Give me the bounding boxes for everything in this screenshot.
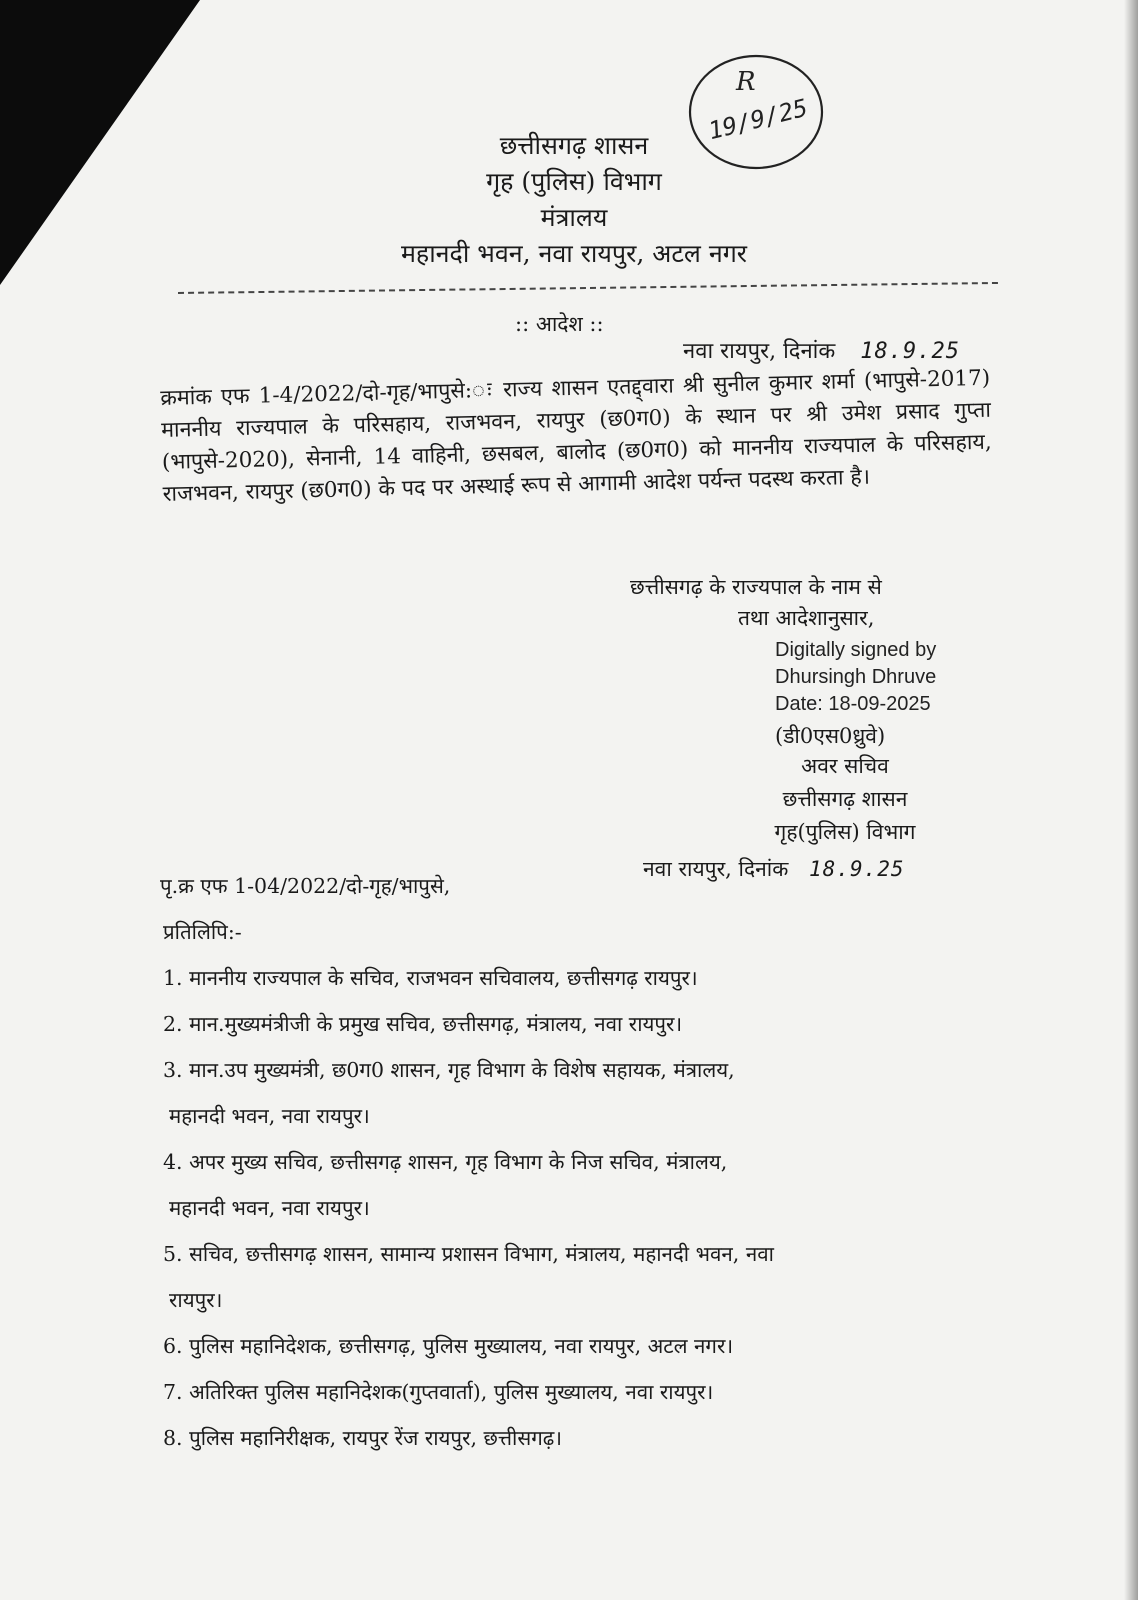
copy-item: 2. मान.मुख्यमंत्रीजी के प्रमुख सचिव, छत्तीसगढ़, मंत्रालय, नवा रायपुर। [163,1012,683,1036]
copy-item-cont: रायपुर। [169,1288,223,1312]
digital-signer-name: Dhursingh Dhruve [775,666,937,688]
signatory-details [740,750,950,849]
signatory-dept: गृह(पुलिस) विभाग [774,820,916,844]
copy-item-cont: महानदी भवन, नवा रायपुर। [169,1104,370,1128]
order-date-label: नवा रायपुर, दिनांक [683,339,836,364]
signatory-org: छत्तीसगढ़ शासन [782,787,908,811]
endorsement-ref: पृ.क्र एफ 1-04/2022/दो-गृह/भापुसे, [160,874,451,898]
order-date [683,335,960,365]
copy-item: 8. पुलिस महानिरीक्षक, रायपुर रेंज रायपुर, छत्तीसगढ़। [163,1426,563,1450]
copy-item: 6. पुलिस महानिदेशक, छत्तीसगढ़, पुलिस मुख्यालय, नवा रायपुर, अटल नगर। [163,1334,734,1358]
copy-item: 5. सचिव, छत्तीसगढ़ शासन, सामान्य प्रशासन विभाग, मंत्रालय, महानदी भवन, नवा [163,1242,774,1266]
digital-signature [775,637,936,718]
letterhead [0,128,1138,272]
endorsement-date-value: 18.9.25 [809,857,905,881]
stamp-date: 19/9/25 [705,93,811,146]
copy-item-cont: महानदी भवन, नवा रायपुर। [169,1196,370,1220]
copy-to-list [163,955,983,1461]
copy-to-label: प्रतिलिपि:- [163,920,242,944]
letterhead-govt: छत्तीसगढ़ शासन [499,131,649,160]
copy-item: 7. अतिरिक्त पुलिस महानिदेशक(गुप्तवार्ता), पुलिस मुख्यालय, नवा रायपुर। [163,1380,714,1404]
signature-authority [630,572,990,634]
header-divider [178,282,998,294]
digital-sign-date: Date: 18-09-2025 [775,693,931,715]
order-title: :: आदेश :: [515,312,604,336]
stamp-initial: R [736,67,756,97]
copy-item: 4. अपर मुख्य सचिव, छत्तीसगढ़ शासन, गृह विभाग के निज सचिव, मंत्रालय, [163,1150,728,1174]
letterhead-ministry: मंत्रालय [540,203,608,232]
signatory-designation: अवर सचिव [801,754,889,778]
copy-item: 3. मान.उप मुख्यमंत्री, छ0ग0 शासन, गृह विभाग के विशेष सहायक, मंत्रालय, [163,1058,735,1082]
signature-line1: छत्तीसगढ़ के राज्यपाल के नाम से [630,575,882,599]
letterhead-dept: गृह (पुलिस) विभाग [486,167,662,196]
order-date-value: 18.9.25 [860,339,960,364]
signatory-name: (डी0एस0ध्रुवे) [775,724,886,748]
order-body: क्रमांक एफ 1-4/2022/दो-गृह/भापुसे:◌ः राज्य शासन एतद्द्वारा श्री सुनील कुमार शर्मा (भापुसे-2017) माननीय राज्यपाल के परिसहाय, राजभवन, रायपुर (छ0ग0) के स्थान पर श्री उमेश प्रसाद गुप्ता (भापुसे-2020), सेनानी, 14 वाहिनी, छसबल, बालोद (छ0ग0) को माननीय राज्यपाल के परिसहाय, राजभवन, रायपुर (छ0ग0) के पद पर अस्थाई रूप से आगामी आदेश पर्यन्त पदस्थ करता है। [160,365,992,507]
endorsement-date [643,855,905,883]
digital-signed-by: Digitally signed by [775,639,937,661]
endorsement-date-label: नवा रायपुर, दिनांक [643,857,789,881]
copy-item: 1. माननीय राज्यपाल के सचिव, राजभवन सचिवालय, छत्तीसगढ़ रायपुर। [163,966,698,990]
signature-line2: तथा आदेशानुसार, [738,606,875,630]
letterhead-address: महानदी भवन, नवा रायपुर, अटल नगर [400,239,747,268]
